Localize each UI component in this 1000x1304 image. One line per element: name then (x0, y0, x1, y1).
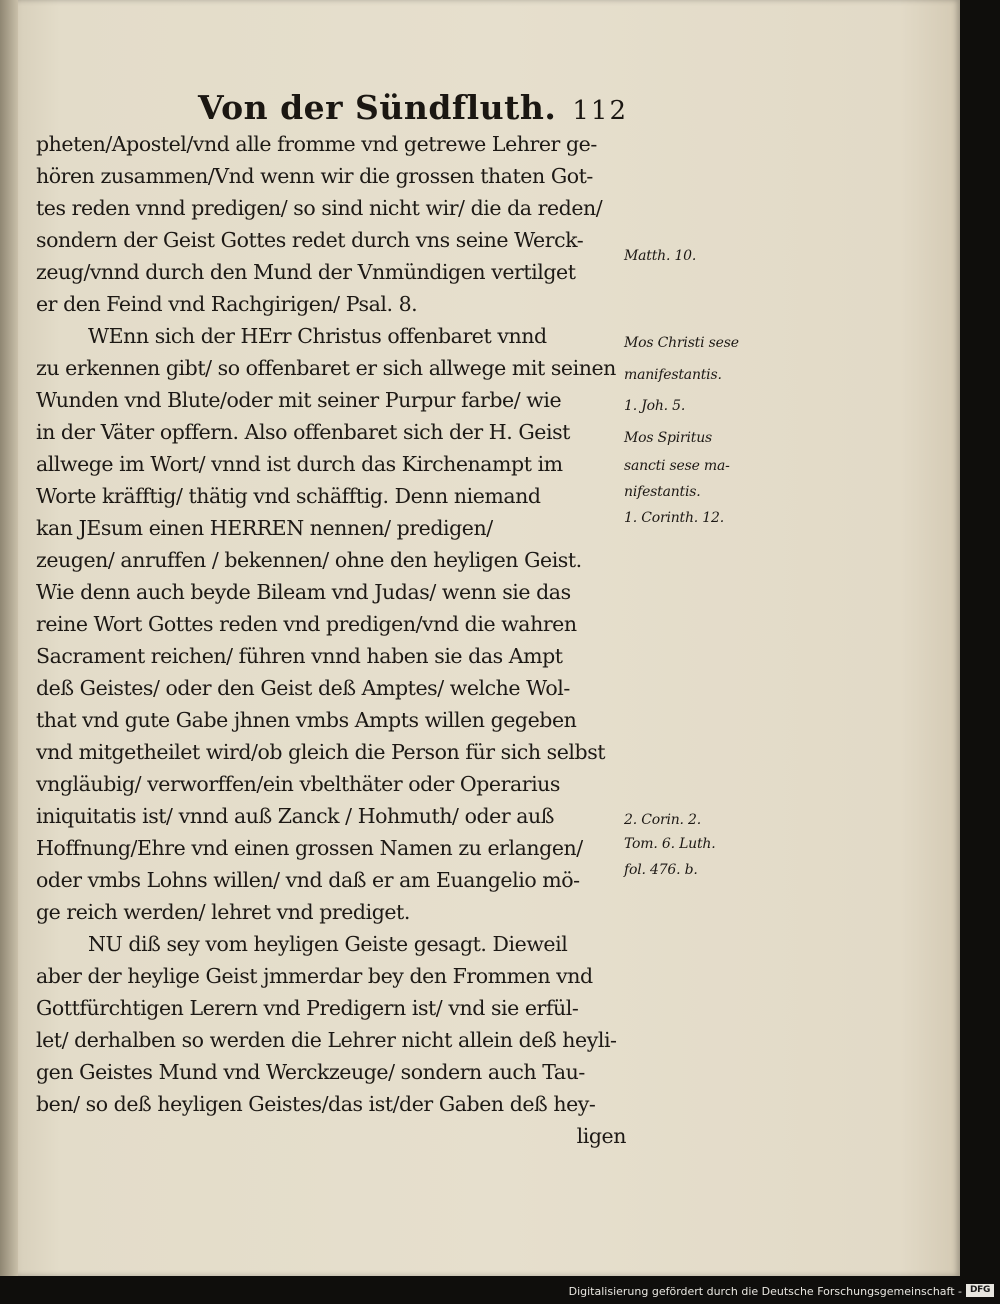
main-text-block (36, 128, 626, 1152)
margin-note: 2. Corin. 2. (624, 812, 701, 828)
text-line: Gottfürchtigen Lerern vnd Predigern ist/ vnd sie erfül- (36, 996, 579, 1020)
text-line: let/ derhalben so werden die Lehrer nicht allein deß heyli- (36, 1028, 617, 1052)
text-line: in der Väter opffern. Also offenbaret sich der H. Geist (36, 420, 570, 444)
text-line: pheten/Apostel/vnd alle fromme vnd getrewe Lehrer ge- (36, 132, 597, 156)
text-line: Wie denn auch beyde Bileam vnd Judas/ wenn sie das (36, 580, 571, 604)
funding-credit: Digitalisierung gefördert durch die Deutsche Forschungsgemeinschaft - (568, 1285, 962, 1298)
text-line: NU diß sey vom heyligen Geiste gesagt. Dieweil (88, 932, 568, 956)
text-line: zu erkennen gibt/ so offenbaret er sich allwege mit seinen (36, 356, 616, 380)
text-line: vngläubig/ verworffen/ein vbelthäter oder Operarius (36, 772, 561, 796)
text-line: reine Wort Gottes reden vnd predigen/vnd die wahren (36, 612, 577, 636)
text-line: zeug/vnnd durch den Mund der Vnmündigen vertilget (36, 260, 576, 284)
text-line: er den Feind vnd Rachgirigen/ Psal. 8. (36, 292, 418, 316)
text-line: vnd mitgetheilet wird/ob gleich die Person für sich selbst (36, 740, 606, 764)
text-line: Wunden vnd Blute/oder mit seiner Purpur farbe/ wie (36, 388, 562, 412)
margin-note: nifestantis. (624, 484, 701, 500)
margin-note: Matth. 10. (624, 248, 697, 264)
page-gutter (0, 0, 18, 1276)
marginalia (624, 0, 774, 1276)
margin-note: manifestantis. (624, 367, 722, 383)
margin-note: fol. 476. b. (624, 862, 698, 878)
text-line: hören zusammen/Vnd wenn wir die grossen thaten Got- (36, 164, 593, 188)
running-head-title: Von der Sündfluth. (198, 88, 557, 127)
text-line: oder vmbs Lohns willen/ vnd daß er am Euangelio mö- (36, 868, 580, 892)
margin-note: 1. Corinth. 12. (624, 510, 724, 526)
margin-note: Mos Christi sese (624, 335, 739, 351)
text-line: Sacrament reichen/ führen vnnd haben sie das Ampt (36, 644, 563, 668)
text-line: iniquitatis ist/ vnnd auß Zanck / Hohmuth/ oder auß (36, 804, 555, 828)
page-number: 112 (572, 96, 628, 126)
text-line: ben/ so deß heyligen Geistes/das ist/der Gaben deß hey- (36, 1092, 596, 1116)
text-line: that vnd gute Gabe jhnen vmbs Ampts willen gegeben (36, 708, 577, 732)
text-line: Worte kräfftig/ thätig vnd schäfftig. Denn niemand (36, 484, 541, 508)
dfg-logo: DFG (966, 1284, 994, 1297)
text-line: gen Geistes Mund vnd Werckzeuge/ sondern auch Tau- (36, 1060, 585, 1084)
text-line: sondern der Geist Gottes redet durch vns seine Werck- (36, 228, 584, 252)
text-line: aber der heylige Geist jmmerdar bey den Frommen vnd (36, 964, 593, 988)
text-line: Hoffnung/Ehre vnd einen grossen Namen zu erlangen/ (36, 836, 583, 860)
text-line: kan JEsum einen HERREN nennen/ predigen/ (36, 516, 493, 540)
margin-note: sancti sese ma- (624, 458, 730, 474)
text-line: allwege im Wort/ vnnd ist durch das Kirchenampt im (36, 452, 563, 476)
text-line: tes reden vnnd predigen/ so sind nicht wir/ die da reden/ (36, 196, 603, 220)
margin-note: Tom. 6. Luth. (624, 836, 716, 852)
margin-note: Mos Spiritus (624, 430, 713, 446)
text-line: ge reich werden/ lehret vnd prediget. (36, 900, 410, 924)
margin-note: 1. Joh. 5. (624, 398, 686, 414)
catchword: ligen (576, 1124, 626, 1148)
text-line: WEnn sich der HErr Christus offenbaret vnnd (88, 324, 547, 348)
text-line: zeugen/ anruffen / bekennen/ ohne den heyligen Geist. (36, 548, 582, 572)
text-line: deß Geistes/ oder den Geist deß Amptes/ welche Wol- (36, 676, 570, 700)
